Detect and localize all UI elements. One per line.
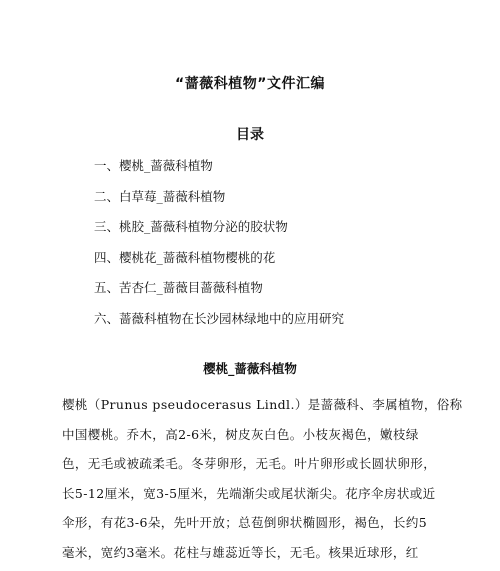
body-line: 色，无毛或被疏柔毛。冬芽卵形，无毛。叶片卵形或长圆状卵形， [62,453,463,483]
document-title: “蔷薇科植物”文件汇编 [0,73,500,93]
toc-item: 三、桃胶_蔷薇科植物分泌的胶状物 [94,216,344,247]
table-of-contents [94,155,344,339]
body-line: 长5-12厘米，宽3-5厘米，先端渐尖或尾状渐尖。花序伞房状或近 [62,483,463,513]
toc-item: 五、苦杏仁_蔷薇目蔷薇科植物 [94,277,344,308]
body-line: 中国樱桃。乔木，高2-6米，树皮灰白色。小枝灰褐色，嫩枝绿 [62,424,463,454]
body-line: 樱桃（Prunus pseudocerasus Lindl.）是蔷薇科、李属植物，俗称 [62,394,463,424]
toc-item: 四、樱桃花_蔷薇科植物樱桃的花 [94,247,344,278]
toc-item: 六、蔷薇科植物在长沙园林绿地中的应用研究 [94,308,344,339]
body-line: 毫米，宽约3毫米。花柱与雄蕊近等长，无毛。核果近球形，红 [62,542,463,571]
body-paragraph [62,394,463,571]
toc-heading: 目录 [0,124,500,144]
body-line: 伞形，有花3-6朵，先叶开放；总苞倒卵状椭圆形，褐色，长约5 [62,512,463,542]
toc-item: 一、樱桃_蔷薇科植物 [94,155,344,186]
toc-item: 二、白草莓_蔷薇科植物 [94,186,344,217]
section-heading: 樱桃_蔷薇科植物 [0,359,500,377]
